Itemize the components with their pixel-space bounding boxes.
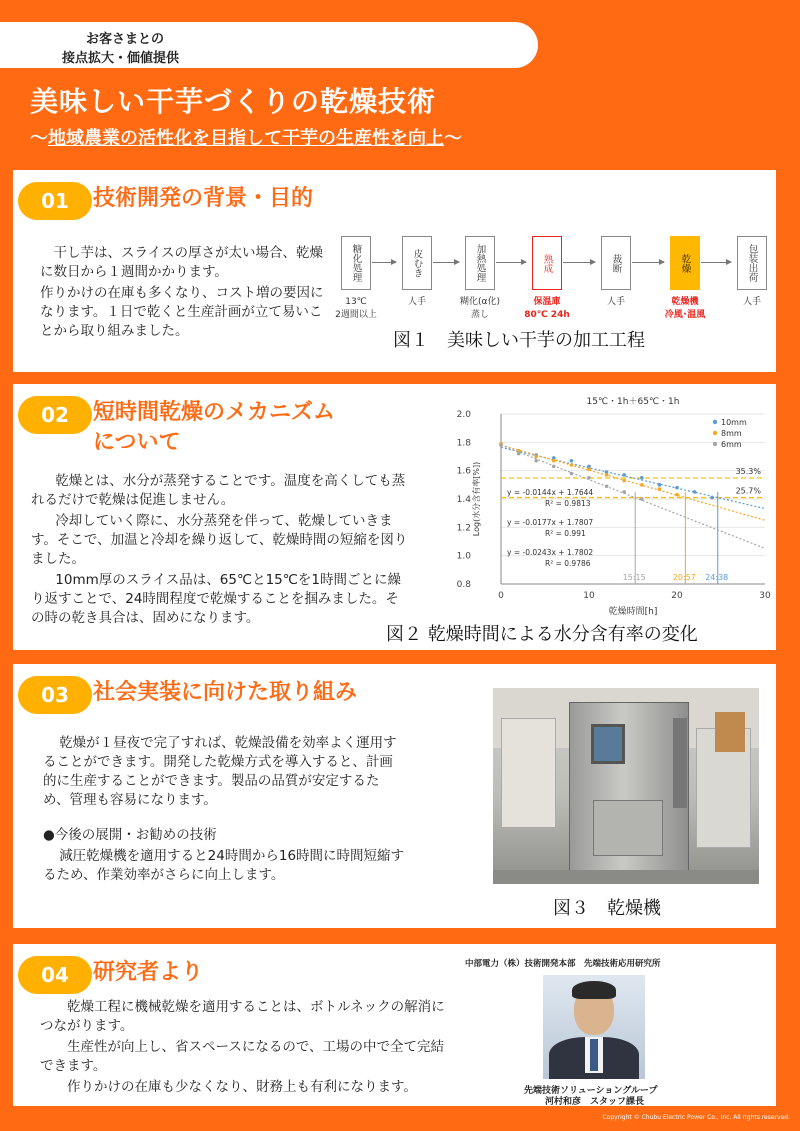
legend-label: 10mm — [721, 418, 747, 427]
section-body — [43, 734, 405, 887]
chart-title: 15℃・1h＋65℃・1h — [586, 397, 680, 407]
subtitle-main: 地域農業の活性化を目指して干芋の生産性を向上 — [48, 128, 444, 149]
section-number-badge: 01 — [18, 182, 92, 220]
section-02 — [13, 384, 776, 650]
researcher-group: 先端技術ソリューショングループ — [524, 1086, 658, 1096]
category-tag-line1: お客さまとの — [86, 32, 165, 47]
flow-step: 裁断 — [601, 236, 631, 290]
legend-marker — [713, 420, 717, 424]
figure-caption: 図３ 乾燥機 — [553, 898, 661, 919]
data-point — [587, 476, 591, 480]
page-title: 美味しい干芋づくりの乾燥技術 — [30, 85, 437, 118]
data-point — [605, 473, 609, 477]
flow-step-sub1: 乾燥機 — [671, 297, 699, 307]
section-03 — [13, 664, 776, 928]
flow-step-sub2: 2週間以上 — [335, 310, 377, 320]
equation-label: y = -0.0177x + 1.7807 — [507, 518, 594, 527]
y-tick-label: 1.8 — [456, 438, 471, 449]
section-04 — [13, 944, 776, 1106]
threshold-label: 25.7% — [735, 486, 761, 496]
x-tick-label: 20 — [671, 591, 683, 601]
flow-step-sub2: 蒸し — [470, 310, 489, 320]
researcher-portrait — [543, 975, 645, 1079]
data-point — [552, 459, 556, 463]
data-point — [640, 476, 644, 480]
flow-arrow-icon — [701, 262, 731, 263]
section-title-line2: について — [93, 430, 181, 455]
data-point — [658, 487, 662, 491]
flow-step-sub1: 人手 — [742, 297, 761, 307]
flow-step: 包装出荷 — [737, 236, 767, 290]
flow-step-label — [717, 296, 787, 309]
data-point — [534, 459, 538, 463]
flow-arrow-icon — [433, 262, 459, 263]
section-number-badge: 04 — [18, 956, 92, 994]
x-axis-label: 乾燥時間[h] — [608, 607, 658, 617]
flow-arrow-icon — [372, 262, 396, 263]
section-title: 技術開発の背景・目的 — [93, 186, 314, 211]
figure-caption: 図１ 美味しい干芋の加工工程 — [393, 330, 645, 351]
paragraph: 作りかけの在庫も少なくなり、財務上も有利になります。 — [67, 1079, 417, 1095]
y-tick-label: 1.2 — [456, 523, 471, 534]
process-flow-diagram — [333, 236, 773, 336]
data-point — [658, 483, 662, 487]
legend-marker — [713, 442, 717, 446]
category-tag — [0, 22, 538, 68]
flow-step: 加熱処理 — [465, 236, 495, 290]
section-body — [31, 472, 409, 630]
figure-caption: 図２ 乾燥時間による水分含有率の変化 — [386, 624, 698, 645]
data-point — [605, 484, 609, 488]
subtitle-suffix: ～ — [444, 128, 462, 149]
researcher-affiliation: 中部電力（株）技術開発本部 先端技術応用研究所 — [465, 959, 661, 969]
paragraph: 乾燥が１昼夜で完了すれば、乾燥設備を効率よく運用することができます。開発した乾燥方式を導入すると、計画的に生産することができます。製品の品質が安定するため、管理も容易になります。 — [43, 735, 397, 808]
flow-arrow-icon — [496, 262, 526, 263]
flow-step-label — [321, 296, 391, 322]
flow-step-sub2: 冷風･温風 — [664, 310, 706, 320]
data-point — [640, 483, 644, 487]
y-tick-label: 1.4 — [456, 495, 471, 505]
y-tick-label: 2.0 — [456, 410, 471, 420]
data-point — [675, 493, 679, 497]
data-point — [622, 479, 626, 483]
flow-step-label — [581, 296, 651, 309]
data-point — [693, 490, 697, 494]
flow-arrow-icon — [563, 262, 595, 263]
paragraph: 生産性が向上し、省スペースになるので、工場の中で全て完結できます。 — [40, 1039, 445, 1074]
y-tick-label: 1.0 — [456, 551, 471, 562]
paragraph: 減圧乾燥機を適用すると24時間から16時間に時間短縮するため、作業効率がさらに向上します。 — [43, 848, 405, 883]
r-squared-label: R² = 0.9786 — [545, 559, 591, 568]
paragraph: 10mm厚のスライス品は、65℃と15℃を1時間ごとに繰り返すことで、24時間程度で乾燥することを掴みました。その時の乾き具合は、固めになります。 — [31, 572, 402, 626]
paragraph: 乾燥とは、水分が蒸発することです。温度を高くしても蒸れるだけで乾燥は促進しません。 — [31, 473, 406, 508]
data-point — [552, 465, 556, 469]
r-squared-label: R² = 0.9813 — [545, 499, 591, 508]
time-marker-label: 20:57 — [672, 573, 696, 582]
y-tick-label: 1.6 — [456, 466, 471, 477]
y-tick-label: 0.8 — [456, 580, 471, 590]
flow-step: 皮むき — [402, 236, 432, 290]
data-point — [622, 490, 626, 494]
data-point — [570, 463, 574, 467]
bullet-heading: ●今後の展開・お勧めの技術 — [43, 827, 217, 843]
subtitle-prefix: ～ — [30, 128, 48, 149]
flow-step-label — [650, 296, 720, 322]
flow-step: 熟成 — [532, 236, 562, 290]
flow-step-sub1: 人手 — [606, 297, 625, 307]
time-marker-label: 24:38 — [705, 573, 729, 582]
flow-step: 糖化処理 — [341, 236, 371, 290]
category-tag-line2: 接点拡大・価値提供 — [62, 51, 180, 66]
data-point — [517, 452, 521, 456]
trend-line — [501, 445, 765, 520]
section-body — [40, 244, 330, 343]
flow-step: 乾燥 — [670, 236, 700, 290]
copyright-notice: Copyright © Chubu Electric Power Co., Inc. All rights reserved. — [602, 1114, 790, 1121]
x-tick-label: 0 — [498, 591, 504, 601]
flow-step-label — [445, 296, 515, 322]
researcher-name: 河村和彦 スタッフ課長 — [545, 1097, 645, 1107]
dryer-machine-photo — [493, 688, 759, 884]
legend-label: 8mm — [721, 429, 742, 438]
paragraph: 乾燥工程に機械乾燥を適用することは、ボトルネックの解消につながります。 — [40, 999, 445, 1034]
equation-label: y = -0.0243x + 1.7802 — [507, 548, 594, 557]
paragraph: 干し芋は、スライスの厚さが太い場合、乾燥に数日から１週間かかります。 — [40, 245, 323, 280]
flow-step-sub1: 13℃ — [345, 297, 367, 307]
data-point — [534, 455, 538, 459]
threshold-label: 35.3% — [735, 467, 761, 477]
section-body — [40, 998, 452, 1099]
flow-step-label — [512, 296, 582, 322]
equation-label: y = -0.0144x + 1.7644 — [507, 488, 594, 497]
flow-step-sub2: 80℃ 24h — [524, 310, 570, 320]
y-axis-label: Log(水分含有率[%]) — [472, 461, 481, 537]
section-title: 社会実装に向けた取り組み — [93, 680, 358, 705]
section-title: 研究者より — [93, 960, 204, 985]
data-point — [587, 467, 591, 471]
flow-step-sub1: 人手 — [407, 297, 426, 307]
paragraph: 作りかけの在庫も多くなり、コスト増の要因になります。１日で乾くと生産計画が立て易いことから取り組みました。 — [40, 285, 324, 339]
flow-step-sub1: 保温庫 — [533, 297, 561, 307]
data-point — [570, 459, 574, 463]
time-marker-label: 15:15 — [622, 573, 646, 582]
flow-arrow-icon — [632, 262, 664, 263]
data-point — [675, 486, 679, 490]
data-point — [710, 496, 714, 500]
data-point — [640, 497, 644, 501]
flow-step-sub1: 糊化(α化) — [460, 297, 500, 307]
paragraph: 冷却していく際に、水分蒸発を伴って、乾燥していきます。そこで、加温と冷却を繰り返して、乾燥時間の短縮を図りました。 — [31, 513, 408, 567]
data-point — [622, 473, 626, 477]
r-squared-label: R² = 0.991 — [545, 529, 586, 538]
section-title-line1: 短時間乾燥のメカニズム — [93, 400, 336, 425]
section-01 — [13, 170, 776, 372]
legend-marker — [713, 431, 717, 435]
section-title — [93, 398, 335, 458]
moisture-chart — [443, 392, 773, 620]
flow-step-label — [382, 296, 452, 309]
data-point — [570, 472, 574, 476]
page-subtitle — [30, 124, 462, 150]
section-number-badge: 03 — [18, 676, 92, 714]
x-tick-label: 30 — [759, 591, 771, 601]
x-tick-label: 10 — [583, 591, 595, 601]
data-point — [499, 443, 503, 447]
section-number-badge: 02 — [18, 396, 92, 434]
legend-label: 6mm — [721, 440, 742, 449]
